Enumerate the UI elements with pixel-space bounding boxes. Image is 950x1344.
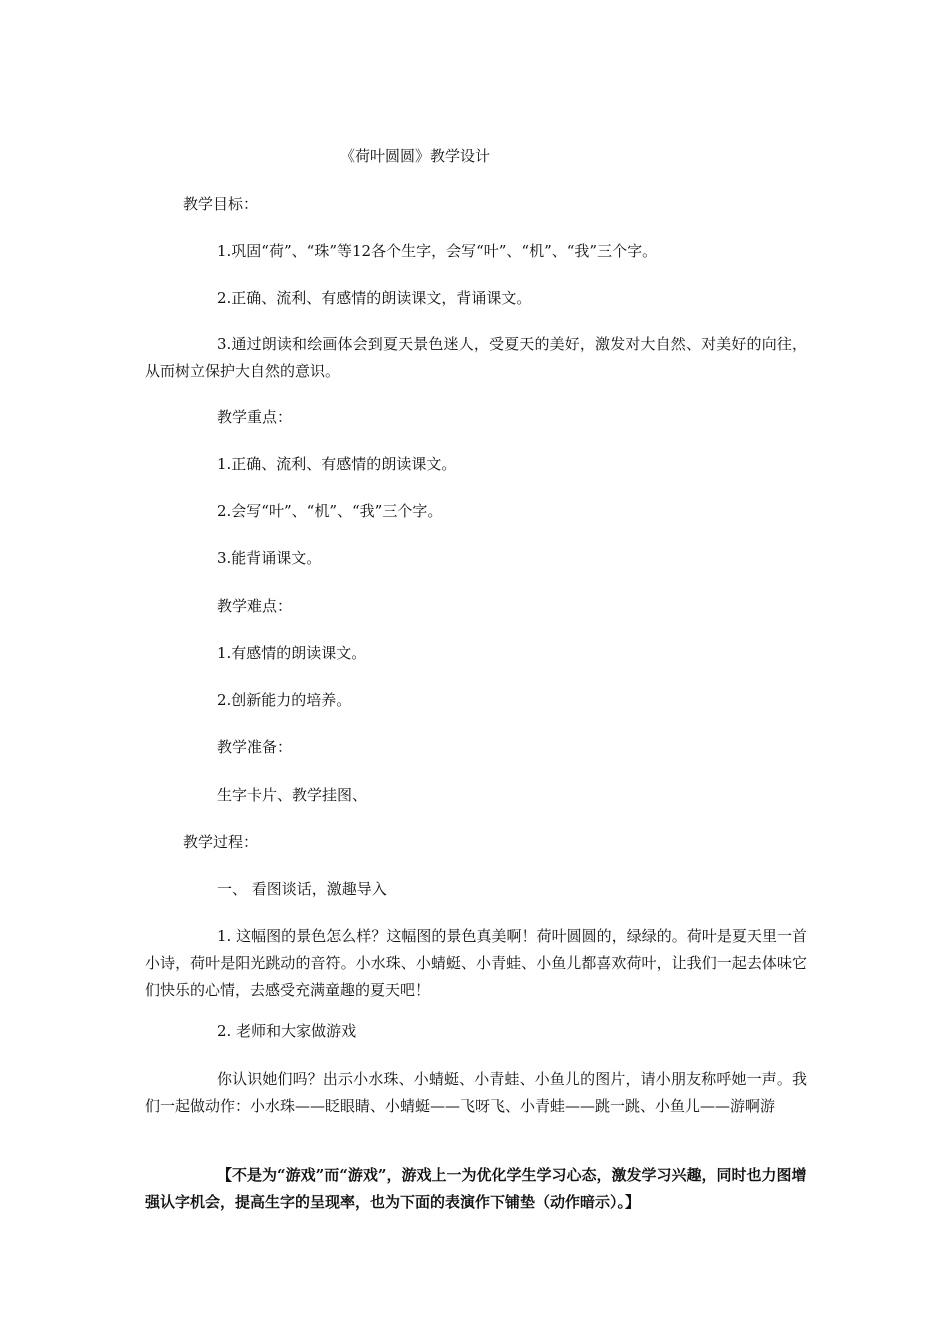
objective-item: 3.通过朗读和绘画体会到夏天景色迷人，受夏天的美好，激发对大自然、对美好的向往，从而树立保护大自然的意识。 [145, 335, 807, 380]
process-section-heading: 一、 看图谈话，激趣导入 [217, 880, 387, 898]
key-point-item: 2.会写“叶”、“机”、“我”三个字。 [217, 502, 443, 520]
key-point-item: 1.正确、流利、有感情的朗读课文。 [217, 455, 457, 473]
key-point-item: 3.能背诵课文。 [217, 549, 322, 567]
objective-item: 2.正确、流利、有感情的朗读课文，背诵课文。 [217, 289, 532, 307]
preparation-content: 生字卡片、教学挂图、 [217, 786, 368, 804]
objective-item: 1.巩固“荷”、“珠”等12各个生字，会写“叶”、“机”、“我”三个字。 [217, 242, 658, 260]
key-points-heading: 教学重点： [217, 408, 293, 426]
objectives-heading: 教学目标： [183, 195, 259, 213]
document-title: 《荷叶圆圆》教学设计 [340, 147, 491, 165]
process-step-heading: 2. 老师和大家做游戏 [217, 1022, 357, 1040]
design-note: 【不是为“游戏”而“游戏”，游戏上一为优化学生学习心态，激发学习兴趣，同时也力图增强认字机会，提高生字的呈现率，也为下面的表演作下铺垫（动作暗示）。】 [145, 1166, 807, 1211]
process-heading: 教学过程： [183, 833, 259, 851]
preparation-heading: 教学准备： [217, 738, 293, 756]
difficulty-item: 2.创新能力的培养。 [217, 691, 352, 709]
process-step-paragraph: 1. 这幅图的景色怎么样？这幅图的景色真美啊！荷叶圆圆的，绿绿的。荷叶是夏天里一首小诗，荷叶是阳光跳动的音符。小水珠、小蜻蜓、小青蛙、小鱼儿都喜欢荷叶，让我们一起去体味它们快乐的心情，去感受充满童趣的夏天吧！ [145, 927, 807, 999]
process-step-paragraph: 你认识她们吗？出示小水珠、小蜻蜓、小青蛙、小鱼儿的图片，请小朋友称呼她一声。我们一起做动作：小水珠——眨眼睛、小蜻蜓——飞呀飞、小青蛙——跳一跳、小鱼儿——游啊游 [145, 1070, 807, 1115]
difficulty-item: 1.有感情的朗读课文。 [217, 644, 367, 662]
difficulties-heading: 教学难点： [217, 597, 293, 615]
